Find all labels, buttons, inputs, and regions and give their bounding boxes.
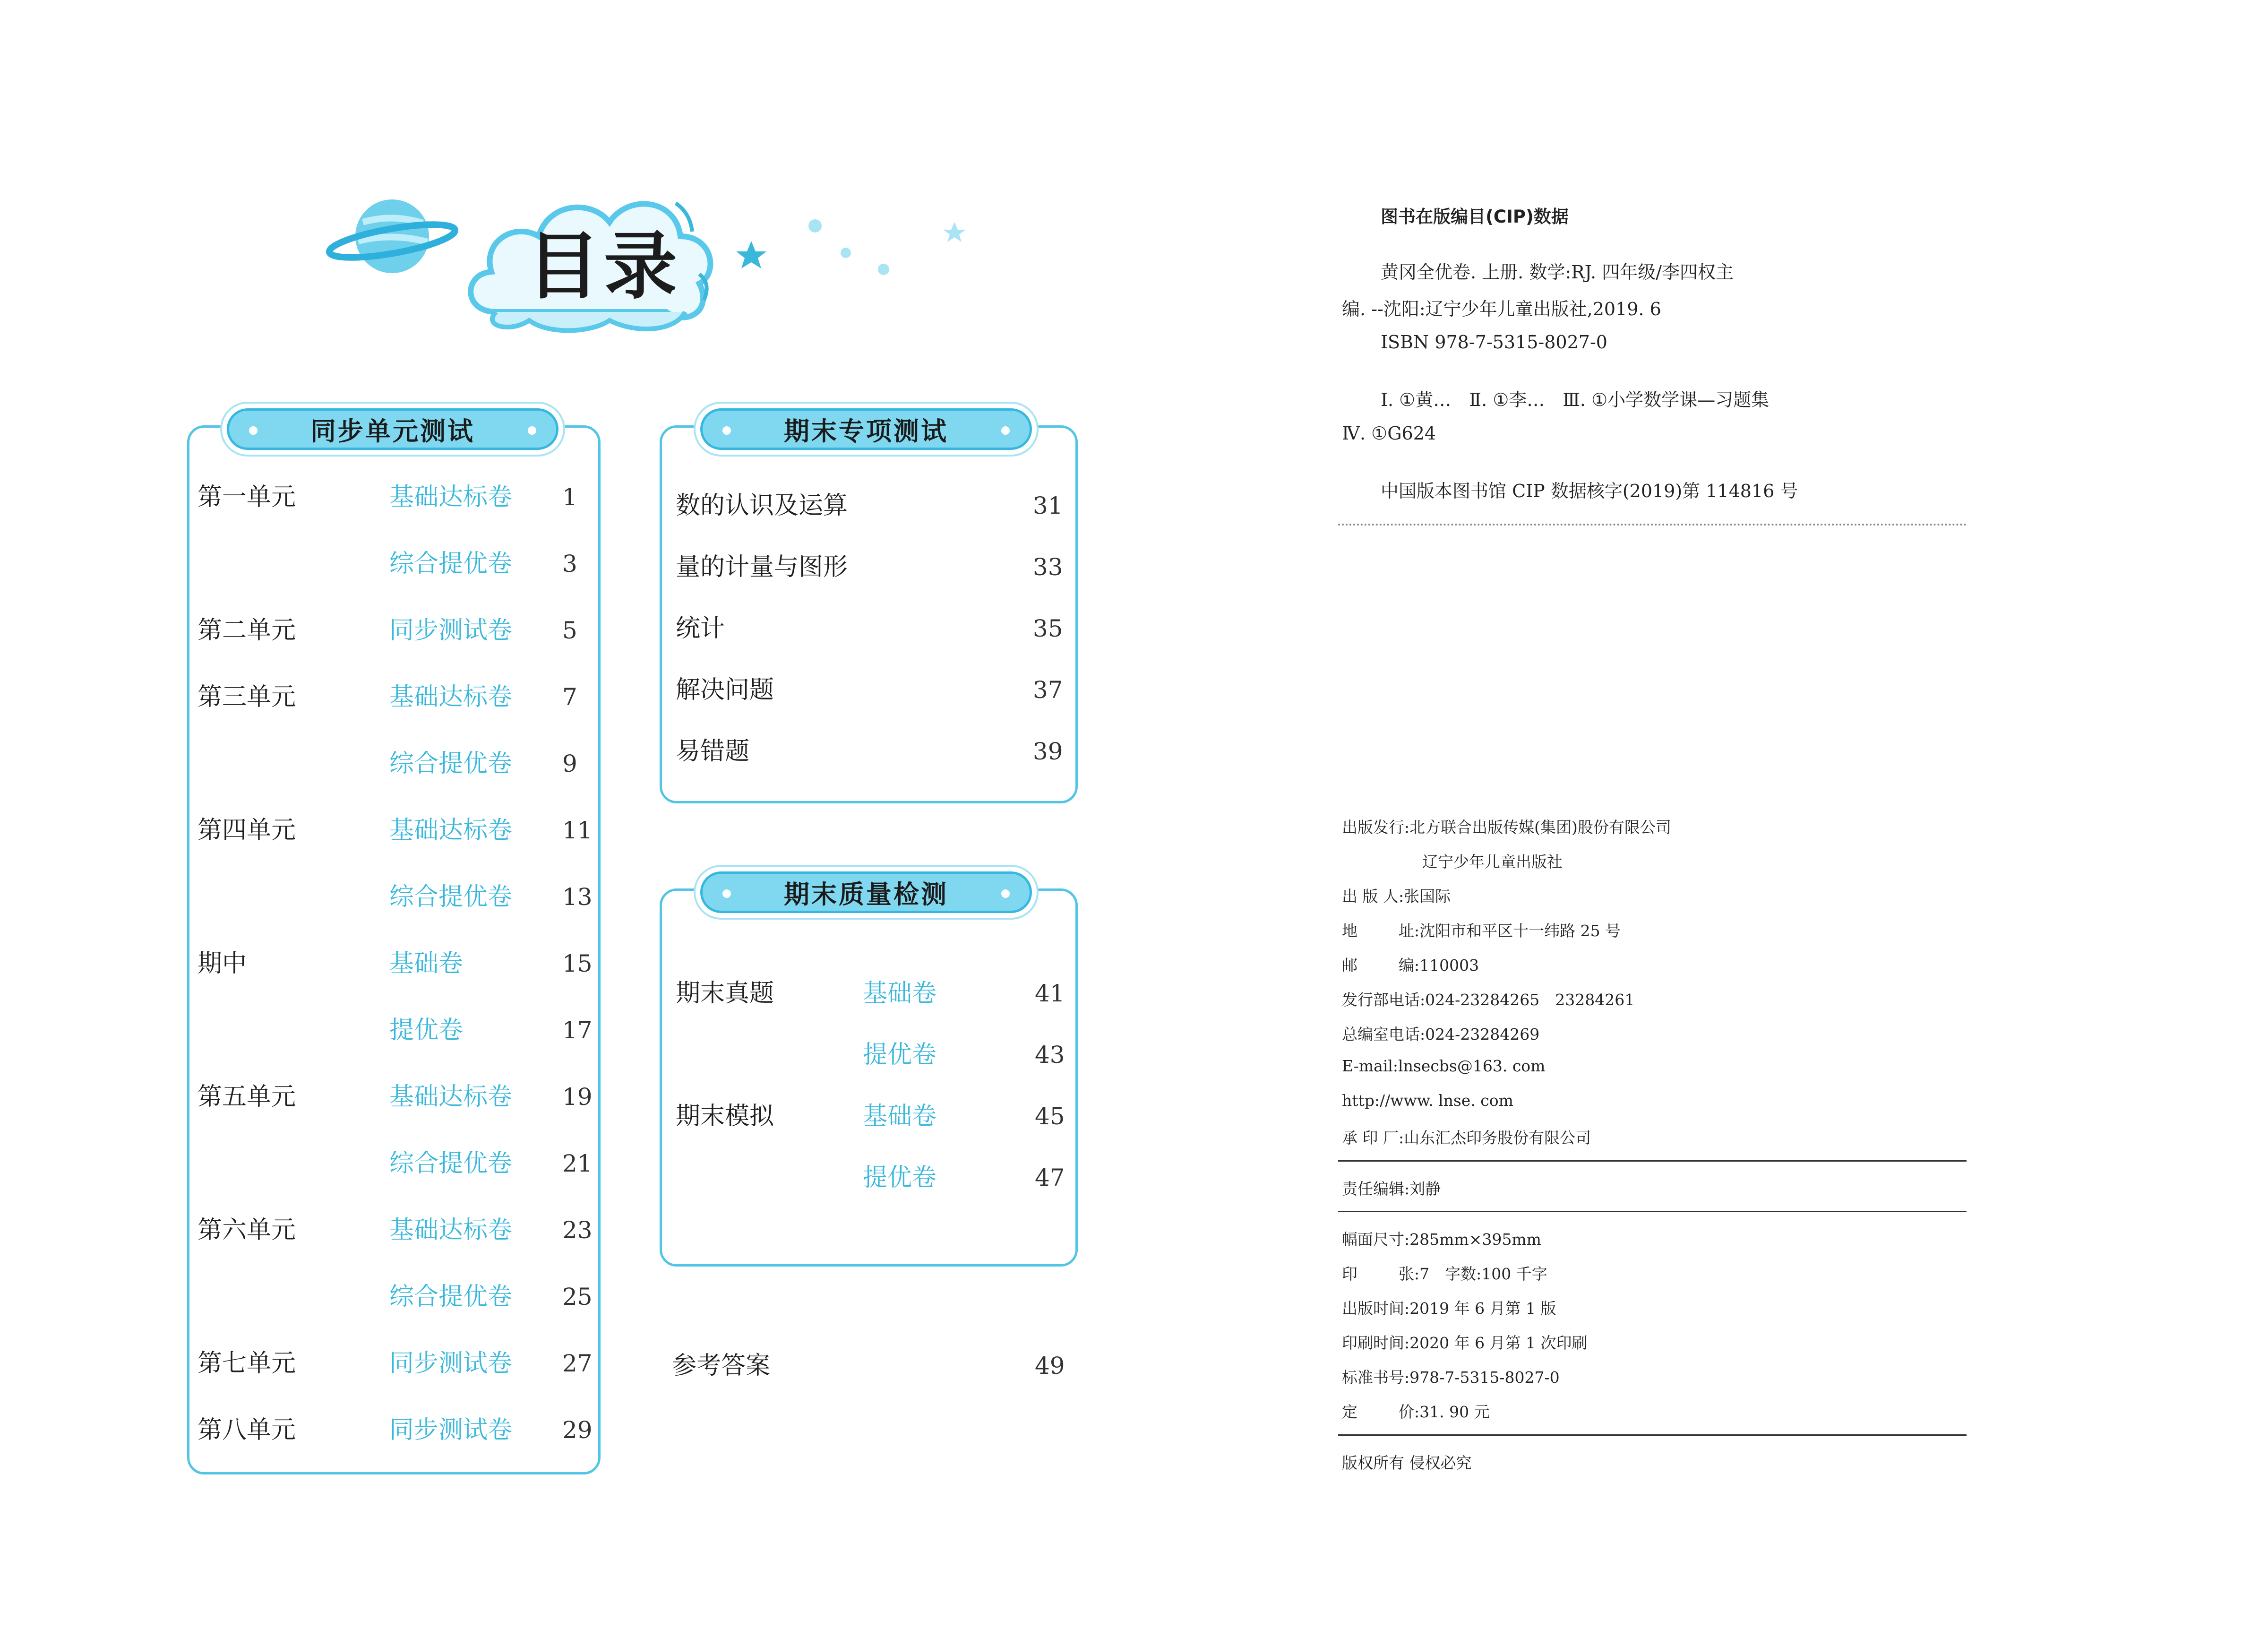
- pub-address-label: 地: [1342, 922, 1357, 940]
- paper-label: 综合提优卷: [389, 883, 513, 911]
- unit-label: 第三单元: [198, 683, 296, 711]
- page-number: 7: [562, 683, 577, 711]
- paper-label: 提优卷: [863, 1164, 937, 1192]
- pub-printer: 承 印 厂:山东汇杰印务股份有限公司: [1342, 1129, 1591, 1147]
- pub-tel-office: 总编室电话:024-23284269: [1342, 1025, 1540, 1043]
- pub-web: http://www. lnse. com: [1342, 1091, 1513, 1110]
- page-number: 1: [562, 483, 577, 511]
- pub-post-label: 邮: [1342, 956, 1357, 974]
- page-number: 17: [562, 1017, 593, 1044]
- planet-icon: [327, 199, 457, 273]
- topic-label: 解决问题: [676, 676, 774, 704]
- pub-divider: [1338, 1434, 1967, 1436]
- unit-label: 第一单元: [198, 483, 296, 511]
- paper-label: 同步测试卷: [389, 616, 513, 645]
- cip-class2: Ⅳ. ①G624: [1342, 423, 1436, 444]
- page-number: 21: [562, 1150, 593, 1177]
- page-number: 5: [562, 617, 577, 644]
- topic-label: 统计: [676, 614, 725, 643]
- pub-std-no: 标准书号:978-7-5315-8027-0: [1342, 1368, 1560, 1387]
- page-number: 29: [562, 1416, 593, 1444]
- page-number: 39: [1033, 738, 1063, 765]
- pub-editor: 责任编辑:刘静: [1342, 1180, 1441, 1198]
- cip-line2: 编. --沈阳:辽宁少年儿童出版社,2019. 6: [1342, 299, 1661, 319]
- answers-page: 49: [1035, 1352, 1065, 1379]
- topic-label: 量的计量与图形: [676, 553, 848, 581]
- paper-label: 基础达标卷: [389, 483, 513, 511]
- pub-print-date: 印刷时间:2020 年 6 月第 1 次印刷: [1342, 1334, 1588, 1352]
- dot-decoration: [841, 248, 851, 258]
- page-number: 47: [1035, 1164, 1065, 1191]
- unit-label: 第七单元: [198, 1349, 296, 1378]
- star-icon: [943, 222, 966, 242]
- special-tests-header: [700, 408, 1032, 450]
- unit-label: 第八单元: [198, 1416, 296, 1444]
- pub-issuer2: 辽宁少年儿童出版社: [1422, 853, 1563, 871]
- topic-label: 数的认识及运算: [676, 491, 848, 520]
- paper-label: 同步测试卷: [389, 1416, 513, 1444]
- page-number: 3: [562, 550, 577, 578]
- paper-label: 综合提优卷: [389, 750, 513, 778]
- page-number: 35: [1033, 615, 1063, 642]
- dot-decoration: [808, 219, 822, 233]
- pub-sheets: 张:7 字数:100 千字: [1399, 1265, 1547, 1283]
- header-dot: [1001, 889, 1010, 898]
- cip-heading: 图书在版编目(CIP)数据: [1381, 207, 1569, 227]
- pub-post: 编:110003: [1399, 956, 1479, 974]
- sync-tests-title: 同步单元测试: [310, 416, 475, 446]
- unit-label: 第四单元: [198, 816, 296, 845]
- quality-tests-title: 期末质量检测: [784, 879, 948, 909]
- page-number: 31: [1033, 492, 1063, 519]
- pub-price: 价:31. 90 元: [1399, 1403, 1490, 1421]
- pub-date: 出版时间:2019 年 6 月第 1 版: [1342, 1299, 1556, 1318]
- paper-label: 综合提优卷: [389, 1149, 513, 1178]
- cip-class1: Ⅰ. ①黄… Ⅱ. ①李… Ⅲ. ①小学数学课—习题集: [1381, 389, 1770, 410]
- header-dot: [722, 426, 731, 435]
- topic-label: 易错题: [676, 737, 750, 766]
- unit-label: 期末真题: [676, 979, 774, 1008]
- cip-divider: [1338, 524, 1967, 526]
- page-number: 13: [562, 883, 593, 911]
- special-tests-title: 期末专项测试: [784, 416, 948, 446]
- cip-line1: 黄冈全优卷. 上册. 数学:RJ. 四年级/李四权主: [1381, 262, 1734, 283]
- paper-label: 提优卷: [389, 1016, 464, 1044]
- page-number: 27: [562, 1350, 593, 1377]
- paper-label: 基础达标卷: [389, 1216, 513, 1244]
- page-number: 41: [1035, 980, 1065, 1007]
- paper-label: 基础卷: [389, 949, 464, 978]
- paper-label: 基础卷: [863, 1102, 937, 1130]
- pub-email: E-mail:lnsecbs@163. com: [1342, 1057, 1546, 1075]
- pub-divider: [1338, 1211, 1967, 1212]
- cip-record: 中国版本图书馆 CIP 数据核字(2019)第 114816 号: [1381, 481, 1798, 501]
- answers-label: 参考答案: [672, 1352, 771, 1380]
- header-dot: [249, 426, 258, 435]
- page-number: 19: [562, 1083, 593, 1111]
- quality-tests-box: [660, 888, 1078, 1267]
- page-number: 33: [1033, 553, 1063, 581]
- page-number: 15: [562, 950, 593, 977]
- page-title: 目录: [527, 224, 681, 309]
- page-number: 43: [1035, 1041, 1065, 1069]
- paper-label: 基础卷: [863, 979, 937, 1008]
- paper-label: 基础达标卷: [389, 816, 513, 845]
- star-icon: [736, 241, 766, 268]
- page-number: 11: [562, 817, 593, 844]
- cip-isbn: ISBN 978-7-5315-8027-0: [1381, 332, 1607, 353]
- header-dot: [722, 889, 731, 898]
- pub-address: 址:沈阳市和平区十一纬路 25 号: [1399, 922, 1621, 940]
- page-number: 25: [562, 1283, 593, 1310]
- pub-divider: [1338, 1160, 1967, 1162]
- page-number: 9: [562, 750, 577, 777]
- dot-decoration: [878, 264, 889, 275]
- paper-label: 基础达标卷: [389, 1083, 513, 1111]
- page-number: 23: [562, 1216, 593, 1244]
- pub-tel-issue: 发行部电话:024-23284265 23284261: [1342, 991, 1635, 1009]
- unit-label: 第六单元: [198, 1216, 296, 1244]
- pub-rights: 版权所有 侵权必究: [1342, 1454, 1472, 1472]
- unit-label: 期末模拟: [676, 1102, 774, 1130]
- quality-tests-header: [700, 871, 1032, 913]
- paper-label: 综合提优卷: [389, 1283, 513, 1311]
- page-number: 37: [1033, 676, 1063, 704]
- unit-label: 期中: [198, 949, 247, 978]
- unit-label: 第五单元: [198, 1083, 296, 1111]
- pub-person: 出 版 人:张国际: [1342, 887, 1451, 905]
- pub-price-label: 定: [1342, 1403, 1357, 1421]
- paper-label: 提优卷: [863, 1041, 937, 1069]
- paper-label: 同步测试卷: [389, 1349, 513, 1378]
- pub-sheets-label: 印: [1342, 1265, 1357, 1283]
- header-dot: [1001, 426, 1010, 435]
- sync-tests-header: [227, 408, 558, 450]
- unit-label: 第二单元: [198, 616, 296, 645]
- paper-label: 基础达标卷: [389, 683, 513, 711]
- paper-label: 综合提优卷: [389, 550, 513, 578]
- pub-issuer: 出版发行:北方联合出版传媒(集团)股份有限公司: [1342, 818, 1671, 836]
- header-dot: [528, 426, 536, 435]
- page-number: 45: [1035, 1103, 1065, 1130]
- pub-size: 幅面尺寸:285mm×395mm: [1342, 1230, 1541, 1249]
